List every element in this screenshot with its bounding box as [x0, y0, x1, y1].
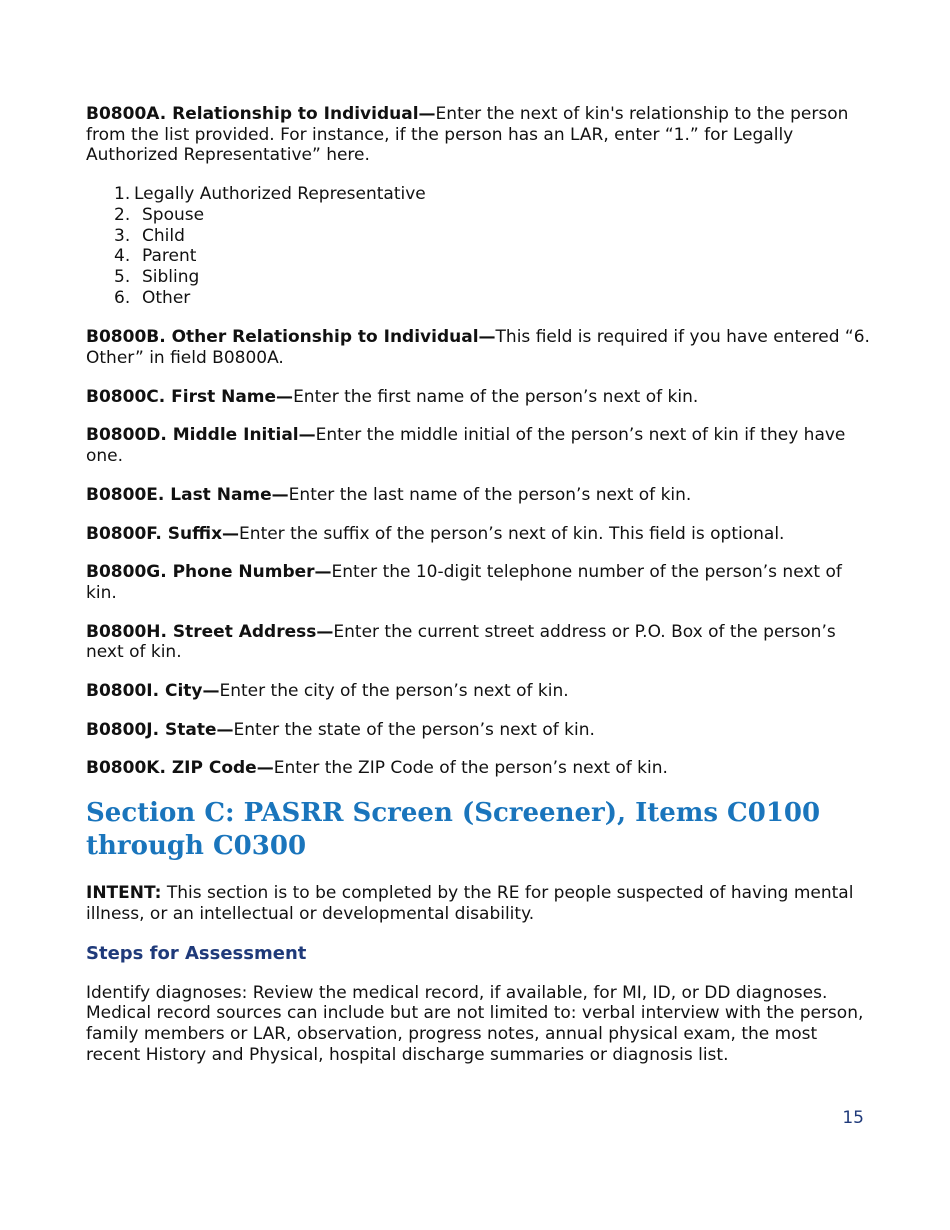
field-label: B0800H. Street Address—	[86, 621, 334, 642]
list-item-label: Child	[142, 225, 185, 246]
list-item	[114, 267, 870, 288]
field-label: B0800K. ZIP Code—	[86, 758, 274, 779]
relationship-list	[86, 184, 870, 308]
list-item-label: Legally Authorized Representative	[134, 184, 426, 205]
page-number: 15	[842, 1108, 864, 1128]
field-label: B0800G. Phone Number—	[86, 562, 332, 583]
list-item	[114, 246, 870, 267]
steps-paragraph: Identify diagnoses: Review the medical record, if available, for MI, ID, or DD diagnoses. Medical record sources can include but are not limited to: verbal interview with the person, family members or LAR, observation, progress notes, annual physical exam, the most recent History and Physical, hospital discharge summaries or diagnosis list.	[86, 982, 864, 1065]
intent-text: This section is to be completed by the RE for people suspected of having mental illness, or an intellectual or developmental disability.	[86, 883, 854, 924]
field-paragraph-b0800b	[86, 327, 870, 368]
section-heading: Section C: PASRR Screen (Screener), Items C0100 through C0300	[86, 798, 821, 862]
list-item-number: 1.	[114, 184, 131, 205]
field-text: Enter the current street address or P.O. Box of the person’s next of kin.	[86, 621, 836, 663]
list-item-number: 3.	[114, 225, 131, 246]
list-item-number: 6.	[114, 287, 131, 308]
b0800a-label: B0800A. Relationship to Individual—	[86, 104, 436, 124]
field-text: Enter the first name of the person’s next of kin.	[293, 386, 699, 407]
field-label: B0800B. Other Relationship to Individual—	[86, 327, 496, 348]
field-text: Enter the state of the person’s next of kin.	[233, 719, 595, 740]
field-paragraph-b0800i	[86, 681, 870, 702]
list-item	[114, 226, 870, 247]
intent-label: INTENT:	[86, 883, 162, 904]
field-paragraph-b0800k	[86, 758, 870, 779]
field-paragraph-b0800e	[86, 485, 870, 506]
list-item-label: Sibling	[142, 266, 200, 287]
list-item-number: 2.	[114, 204, 131, 225]
field-paragraph-b0800c	[86, 387, 870, 408]
field-label: B0800J. State—	[86, 719, 234, 740]
list-item-number: 4.	[114, 246, 131, 267]
field-text: Enter the last name of the person’s next of kin.	[288, 484, 692, 505]
field-text: Enter the suffix of the person’s next of kin. This field is optional.	[239, 523, 785, 544]
b0800a-text: Enter the next of kin's relationship to the person from the list provided. For instance, if the person has an LAR, enter “1.” for Legally Authorized Representative” here.	[86, 104, 849, 166]
list-item-label: Spouse	[142, 204, 205, 225]
document-page	[86, 104, 870, 1083]
field-paragraph-b0800f	[86, 524, 870, 545]
field-text: Enter the city of the person’s next of kin.	[219, 681, 569, 702]
field-text: This field is required if you have entered “6. Other” in field B0800A.	[86, 327, 870, 369]
field-paragraph-b0800d	[86, 425, 870, 466]
list-item-label: Parent	[142, 246, 197, 267]
intent-paragraph	[86, 883, 870, 924]
field-label: B0800C. First Name—	[86, 386, 294, 407]
field-text: Enter the ZIP Code of the person’s next of kin.	[273, 758, 668, 779]
list-item-label: Other	[142, 287, 191, 308]
list-item	[114, 205, 870, 226]
field-label: B0800E. Last Name—	[86, 484, 289, 505]
field-label: B0800I. City—	[86, 681, 220, 702]
list-item	[114, 184, 870, 205]
field-paragraph-b0800g	[86, 562, 870, 603]
b0800a-paragraph	[86, 104, 870, 166]
field-paragraph-b0800h	[86, 622, 870, 663]
field-label: B0800D. Middle Initial—	[86, 425, 316, 446]
list-item	[114, 288, 870, 309]
steps-heading: Steps for Assessment	[86, 942, 307, 964]
list-item-number: 5.	[114, 266, 131, 287]
field-text: Enter the middle initial of the person’s next of kin if they have one.	[86, 425, 846, 467]
field-label: B0800F. Suffix—	[86, 523, 240, 544]
field-text: Enter the 10-digit telephone number of the person’s next of kin.	[86, 562, 842, 603]
field-paragraph-b0800j	[86, 720, 870, 741]
